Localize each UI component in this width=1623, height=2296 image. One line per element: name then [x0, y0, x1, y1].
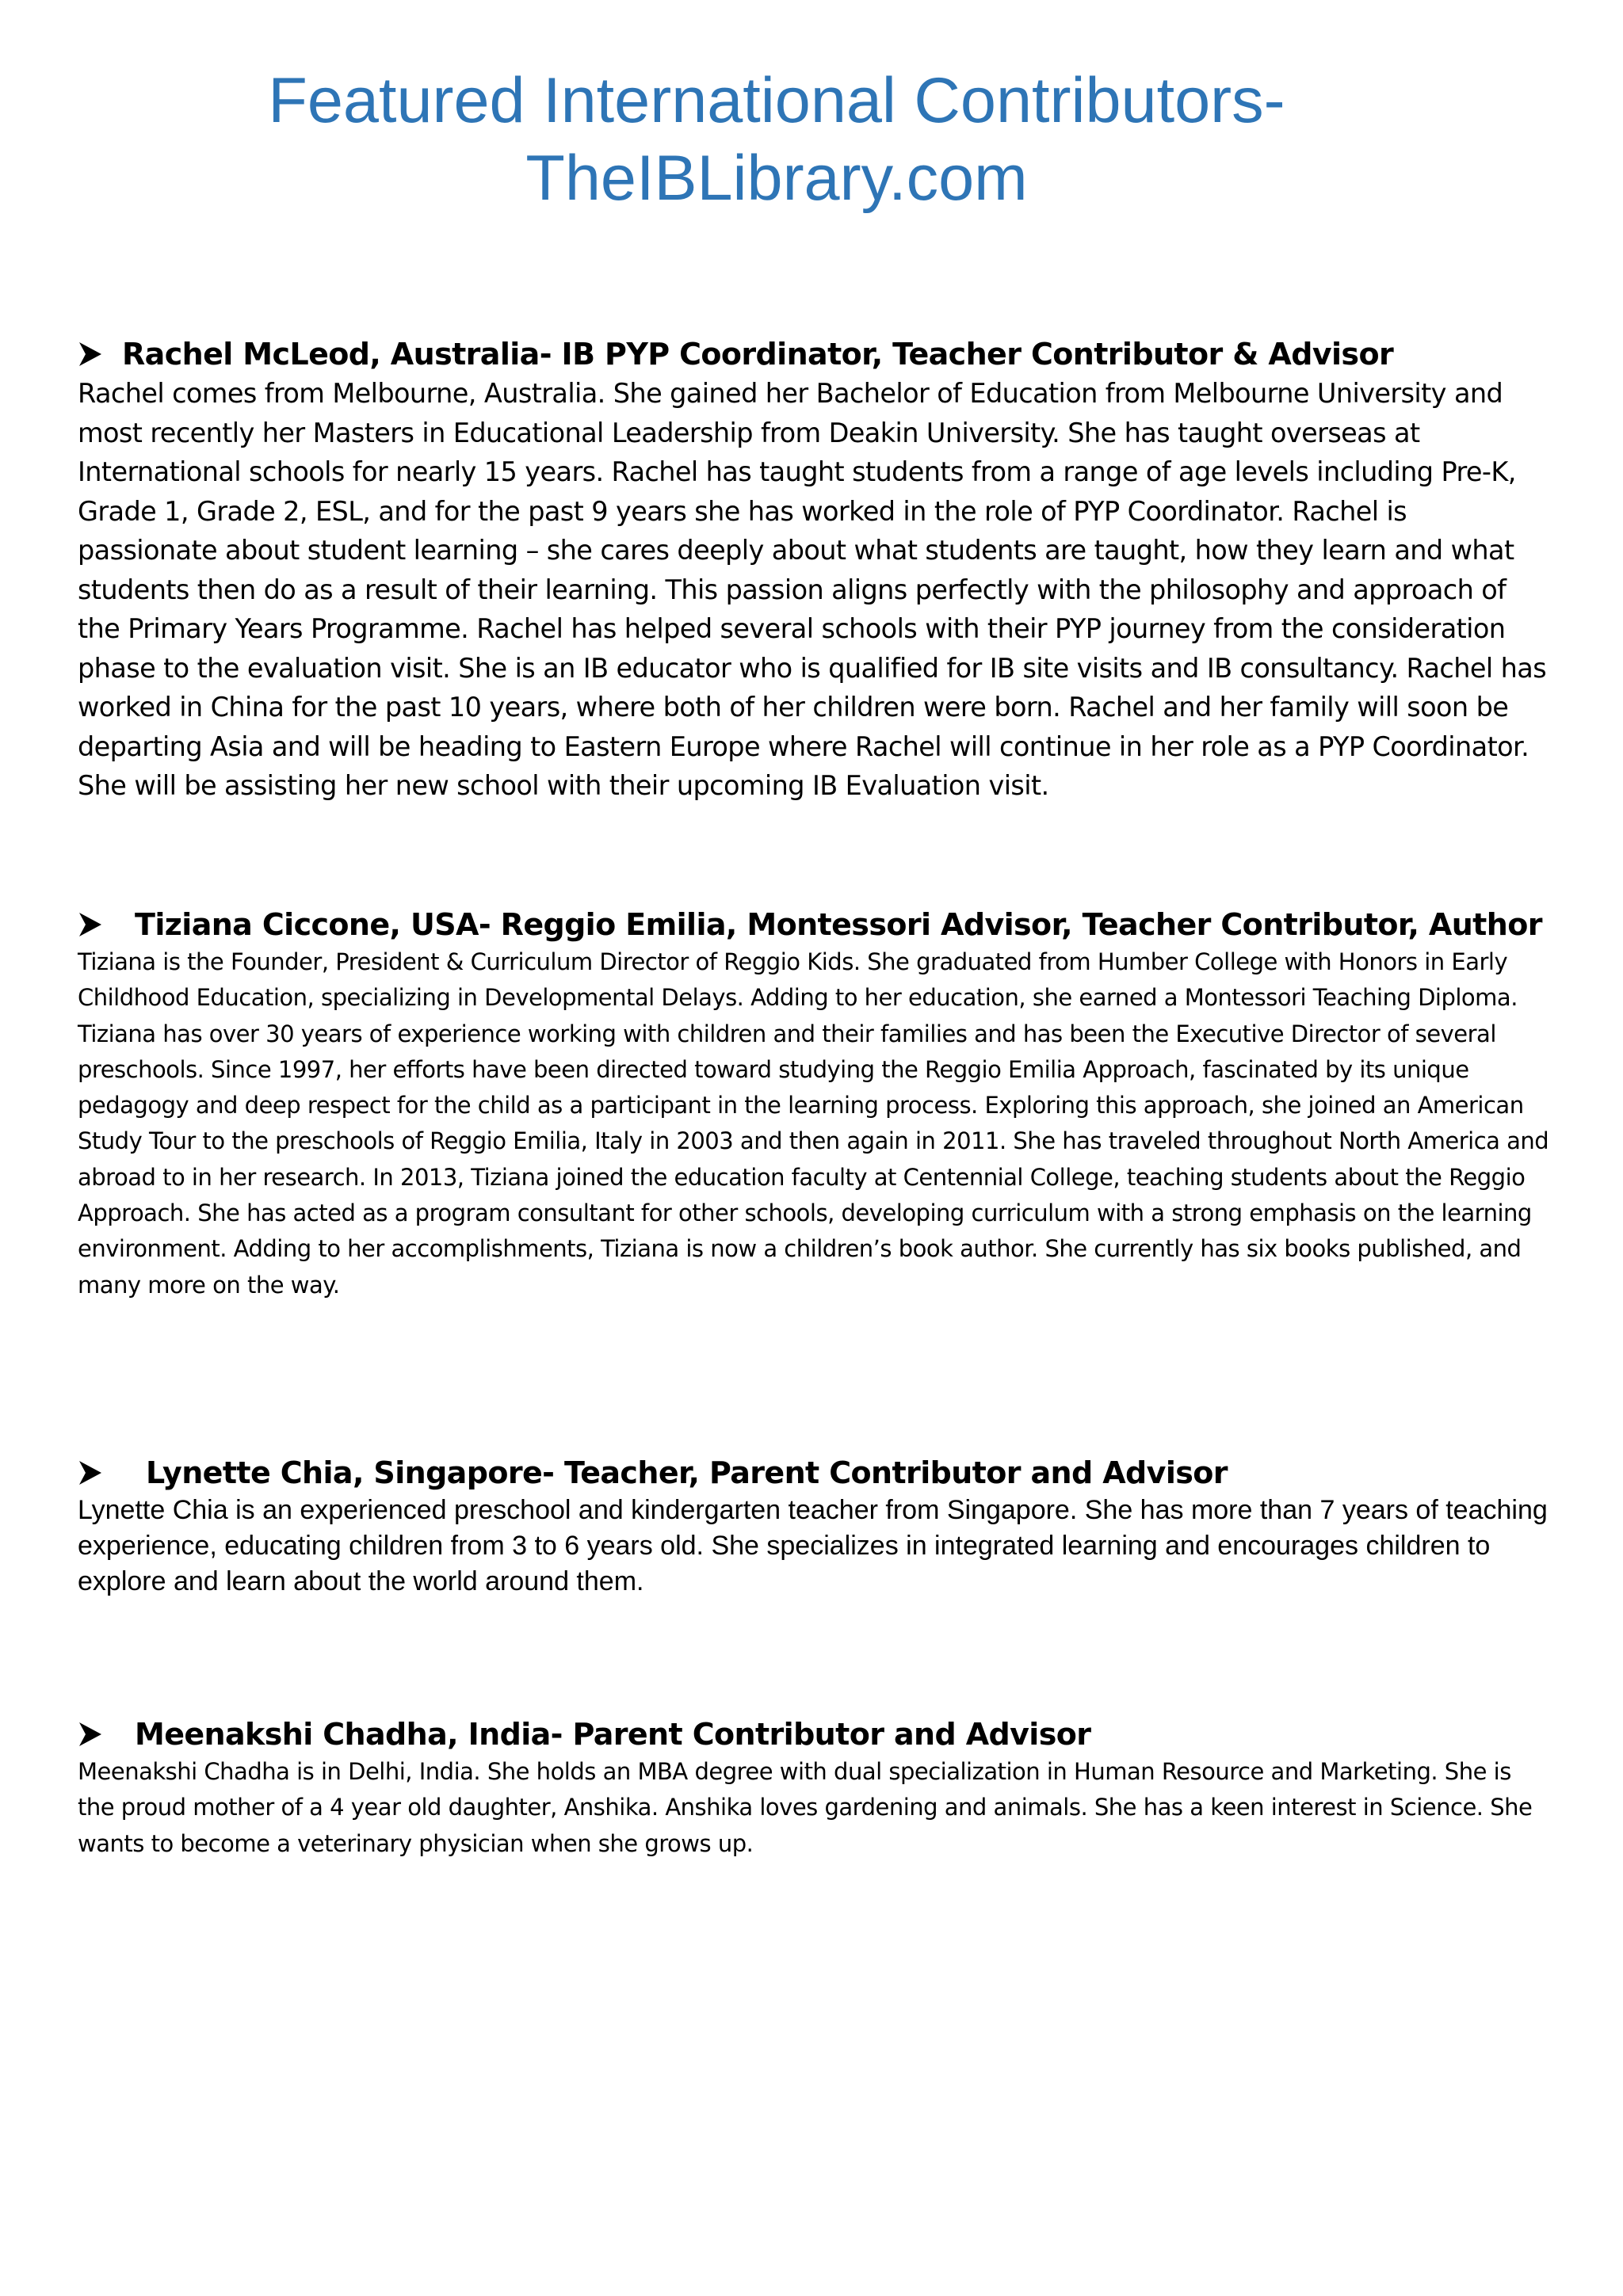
page-title: [143, 62, 1411, 217]
contributor-bio: Lynette Chia is an experienced preschool and kindergarten teacher from Singapore. She has more than 7 years of teaching experience, educating children from 3 to 6 years old. She specializes in integrated learning and encourages children to explore and learn about the world around them.: [78, 1495, 1548, 1596]
contributor-bio: Meenakshi Chadha is in Delhi, India. She holds an MBA degree with dual specialization in Human Resource and Marketing. She is the proud mother of a 4 year old daughter, Anshika. Anshika loves gardening and animals. She has a keen interest in Science. She wants to become a veterinary physician when she grows up.: [78, 1758, 1533, 1857]
contributor-name-title: Tiziana Ciccone, USA- Reggio Emilia, Montessori Advisor, Teacher Contributor, Author: [135, 907, 1542, 942]
contributor-section-rachel-mcleod: [78, 331, 1552, 806]
arrowhead-bullet-icon: [78, 1459, 103, 1487]
contributor-heading: [78, 331, 1552, 377]
page-title-line-2: TheIBLibrary.com: [525, 143, 1028, 214]
contributor-name-title: Lynette Chia, Singapore- Teacher, Parent Contributor and Advisor: [146, 1455, 1228, 1490]
arrowhead-bullet-icon: [78, 340, 103, 368]
contributor-section-meenakshi-chadha: [78, 1711, 1552, 1862]
arrowhead-bullet-icon: [78, 910, 103, 939]
page-title-line-1: Featured International Contributors-: [268, 65, 1285, 136]
contributor-heading: [78, 902, 1552, 948]
contributor-heading: [78, 1450, 1552, 1496]
contributor-heading: [78, 1711, 1552, 1757]
contributor-bio: Rachel comes from Melbourne, Australia. She gained her Bachelor of Education from Melbourne University and most recently her Masters in Educational Leadership from Deakin University. She has taught overseas at International schools for nearly 15 years. Rachel has taught students from a range of age levels including Pre-K, Grade 1, Grade 2, ESL, and for the past 9 years she has worked in the role of PYP Coordinator. Rachel is passionate about student learning – she cares deeply about what students are taught, how they learn and what students then do as a result of their learning. This passion aligns perfectly with the philosophy and approach of the Primary Years Programme. Rachel has helped several schools with their PYP journey from the consideration phase to the evaluation visit. She is an IB educator who is qualified for IB site visits and IB consultancy. Rachel has worked in China for the past 10 years, where both of her children were born. Rachel and her family will soon be departing Asia and will be heading to Eastern Europe where Rachel will continue in her role as a PYP Coordinator. She will be assisting her new school with their upcoming IB Evaluation visit.: [78, 378, 1547, 801]
contributor-name-title: Meenakshi Chadha, India- Parent Contributor and Advisor: [135, 1717, 1091, 1752]
contributor-bio: Tiziana is the Founder, President & Curriculum Director of Reggio Kids. She graduated from Humber College with Honors in Early Childhood Education, specializing in Developmental Delays. Adding to her education, she earned a Montessori Teaching Diploma. Tiziana has over 30 years of experience working with children and their families and has been the Executive Director of several preschools. Since 1997, her efforts have been directed toward studying the Reggio Emilia Approach, fascinated by its unique pedagogy and deep respect for the child as a participant in the learning process. Exploring this approach, she joined an American Study Tour to the preschools of Reggio Emilia, Italy in 2003 and then again in 2011. She has traveled throughout North America and abroad to in her research. In 2013, Tiziana joined the education faculty at Centennial College, teaching students about the Reggio Approach. She has acted as a program consultant for other schools, developing curriculum with a strong emphasis on the learning environment. Adding to her accomplishments, Tiziana is now a children’s book author. She currently has six books published, and many more on the way.: [78, 948, 1549, 1299]
contributor-name-title: Rachel McLeod, Australia- IB PYP Coordinator, Teacher Contributor & Advisor: [122, 337, 1394, 372]
contributor-section-lynette-chia: [78, 1450, 1552, 1600]
arrowhead-bullet-icon: [78, 1720, 103, 1749]
contributor-section-tiziana-ciccone: [78, 902, 1552, 1303]
